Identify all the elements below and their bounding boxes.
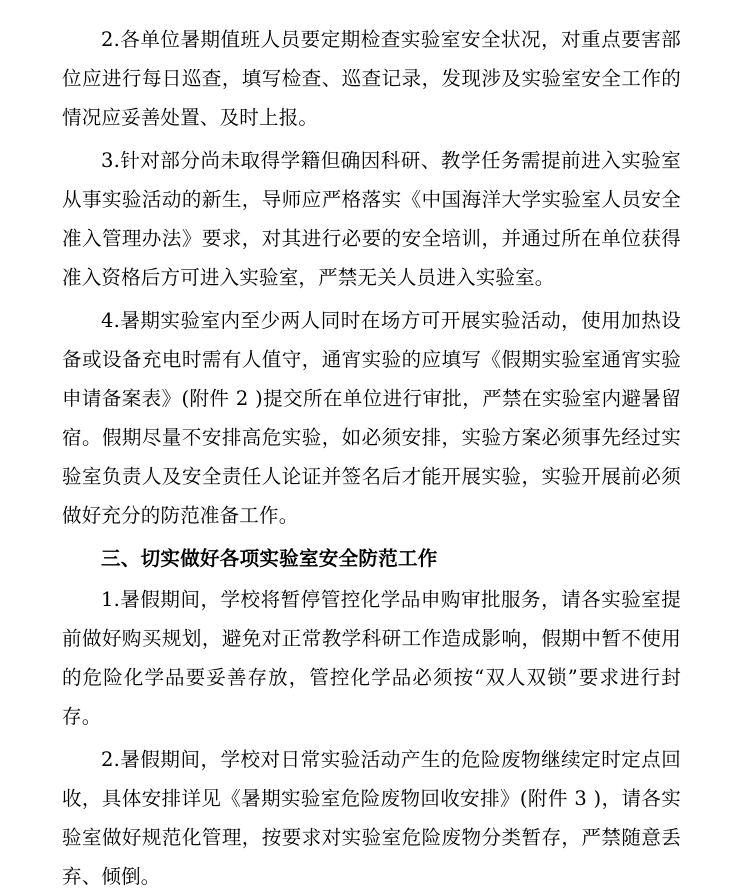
paragraph-section3-item-1: 1.暑假期间，学校将暂停管控化学品申购审批服务，请各实验室提前做好购买规划，避免对正常教学科研工作造成影响，假期中暂不使用的危险化学品要妥善存放，管控化学品必须按“双人双锁”要求进行封存。 — [62, 588, 681, 728]
section-heading-three: 三、切实做好各项实验室安全防范工作 — [101, 547, 438, 570]
paragraph-section3-item-2: 2.暑假期间，学校对日常实验活动产生的危险废物继续定时定点回收，具体安排详见《暑期实验室危险废物回收安排》(附件 3 )，请各实验室做好规范化管理，按要求对实验室危险废物分类暂存，严禁随意丢弃、倾倒。 — [62, 748, 681, 888]
paragraph-item-3: 3.针对部分尚未取得学籍但确因科研、教学任务需提前进入实验室从事实验活动的新生，导师应严格落实《中国海洋大学实验室人员安全准入管理办法》要求，对其进行必要的安全培训，并通过所在单位获得准入资格后方可进入实验室，严禁无关人员进入实验室。 — [62, 149, 681, 289]
paragraph-item-2: 2.各单位暑期值班人员要定期检查实验室安全状况，对重点要害部位应进行每日巡查，填写检查、巡查记录，发现涉及实验室安全工作的情况应妥善处置、及时上报。 — [62, 28, 681, 129]
paragraph-item-4: 4.暑期实验室内至少两人同时在场方可开展实验活动，使用加热设备或设备充电时需有人值守，通宵实验的应填写《假期实验室通宵实验申请备案表》(附件 2 )提交所在单位进行审批，严禁在实验室内避暑留宿。假期尽量不安排高危实验，如必须安排，实验方案必须事先经过实验室负责人及安全责任人论证并签名后才能开展实验，实验开展前必须做好充分的防范准备工作。 — [62, 309, 681, 527]
